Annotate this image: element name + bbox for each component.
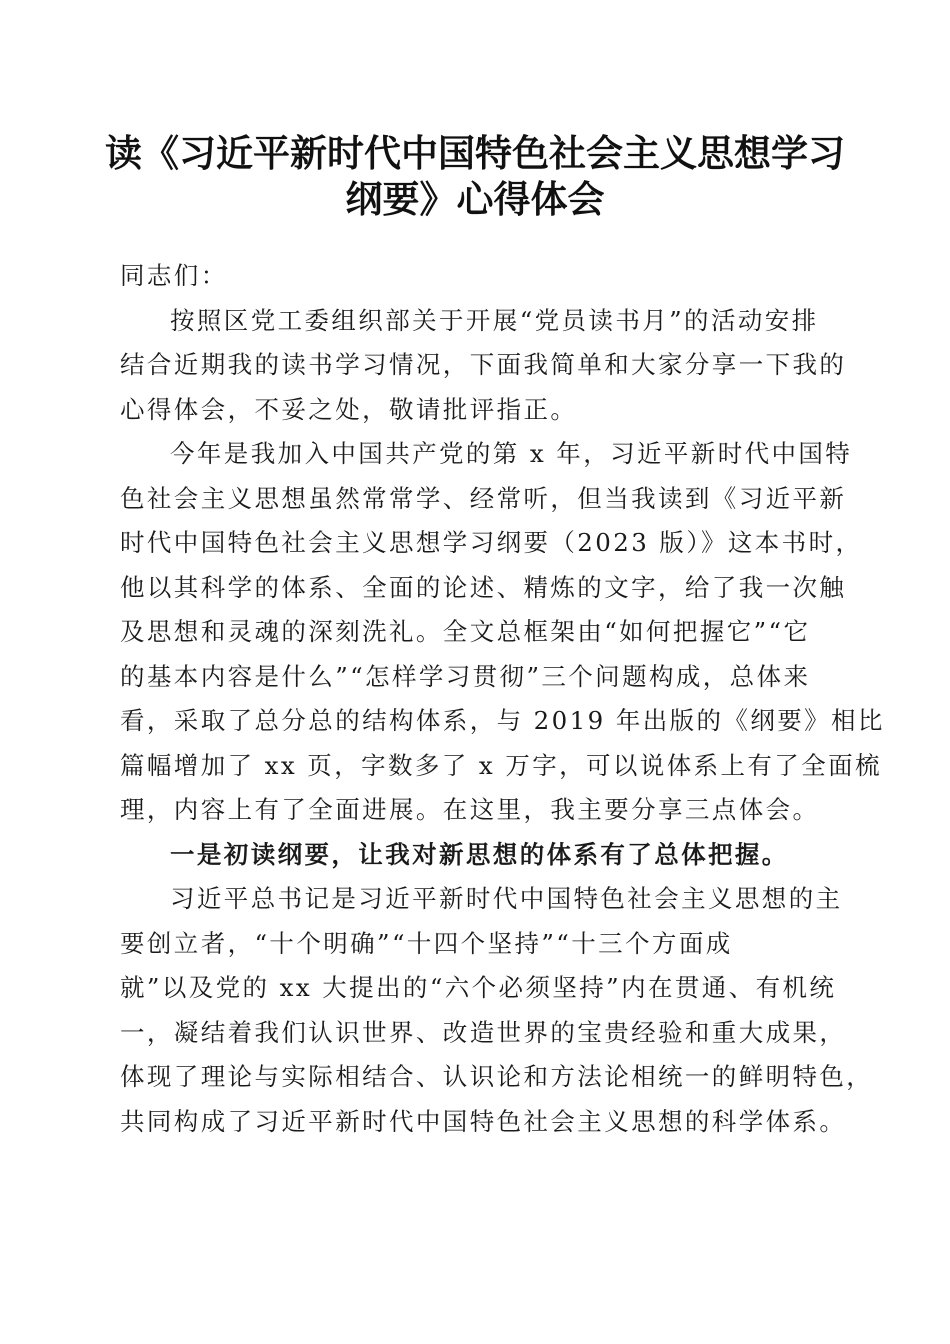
paragraph-line: 一，凝结着我们认识世界、改造世界的宝贵经验和重大成果， (120, 1017, 847, 1047)
section-heading (120, 833, 832, 878)
paragraph-line: 篇幅增加了 xx 页，字数多了 x 万字，可以说体系上有了全面梳 (120, 750, 882, 780)
paragraph-system (120, 877, 874, 1144)
paragraph-line: 习近平总书记是习近平新时代中国特色社会主义思想的主 (170, 884, 843, 913)
paragraph-line: 他以其科学的体系、全面的论述、精炼的文字，给了我一次触 (120, 572, 847, 602)
paragraph-line: 就”以及党的 xx 大提出的“六个必须坚持”内在贯通、有机统 (120, 973, 837, 1002)
document-title (100, 130, 850, 222)
paragraph-overview (120, 432, 885, 833)
paragraph-intro (120, 299, 847, 433)
paragraph-line: 按照区党工委组织部关于开展“党员读书月”的活动安排 (170, 305, 819, 335)
paragraph-line: 看，采取了总分总的结构体系，与 2019 年出版的《纲要》相比 (120, 706, 885, 735)
paragraph-line: 及思想和灵魂的深刻洗礼。全文总框架由“如何把握它”“它 (120, 617, 811, 646)
title-line: 读《习近平新时代中国特色社会主义思想学习 (105, 131, 845, 175)
section-heading-text: 一是初读纲要，让我对新思想的体系有了总体把握。 (170, 839, 789, 869)
paragraph-line: 理，内容上有了全面进展。在这里，我主要分享三点体会。 (120, 795, 820, 824)
salutation (120, 254, 832, 299)
paragraph-line: 心得体会，不妥之处，敬请批评指正。 (120, 394, 578, 424)
paragraph-line: 共同构成了习近平新时代中国特色社会主义思想的科学体系。 (120, 1106, 847, 1136)
paragraph-line: 要创立者，“十个明确”“十四个坚持”“十三个方面成 (120, 928, 733, 958)
paragraph-line: 色社会主义思想虽然常常学、经常听，但当我读到《习近平新 (120, 483, 847, 513)
document-body (120, 254, 885, 1144)
title-line: 纲要》心得体会 (345, 177, 605, 221)
paragraph-line: 体现了理论与实际相结合、认识论和方法论相统一的鲜明特色， (120, 1062, 874, 1091)
salutation-text: 同志们： (120, 261, 228, 290)
paragraph-line: 结合近期我的读书学习情况，下面我简单和大家分享一下我的 (120, 350, 847, 379)
paragraph-line: 今年是我加入中国共产党的第 x 年，习近平新时代中国特 (170, 439, 853, 468)
paragraph-line: 时代中国特色社会主义思想学习纲要（2023 版）》这本书时， (120, 528, 863, 557)
paragraph-line: 的基本内容是什么”“怎样学习贯彻”三个问题构成，总体来 (120, 661, 811, 691)
